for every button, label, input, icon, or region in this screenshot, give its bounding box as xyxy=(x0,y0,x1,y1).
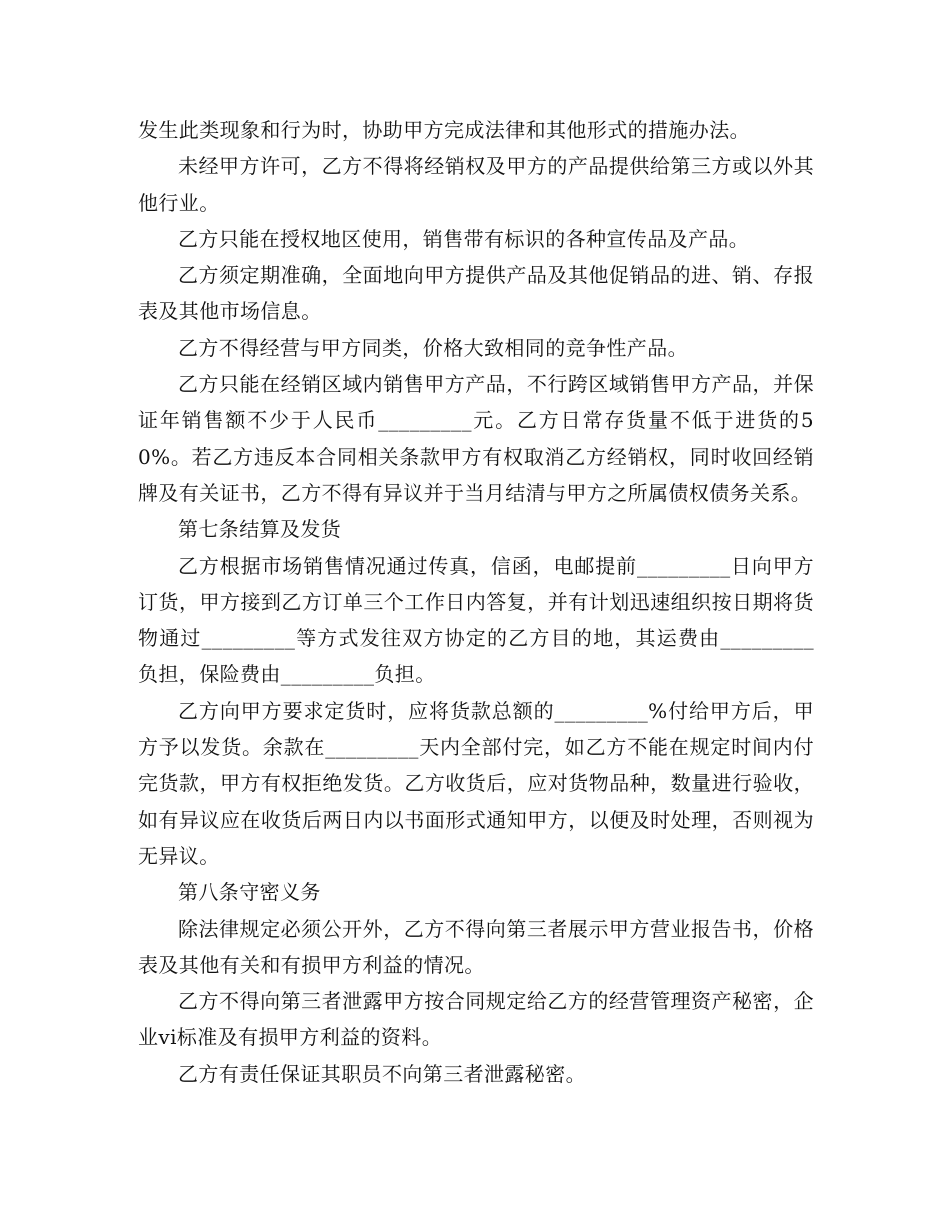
paragraph-ordering: 乙方根据市场销售情况通过传真，信函，电邮提前_________日向甲方订货，甲方接到乙方订单三个工作日内答复，并有计划迅速组织按日期将货物通过_________等方式发往双方协定的乙方目的地，其运费由_________负担，保险费由_________负担。 xyxy=(138,553,814,687)
paragraph-no-third-party: 未经甲方许可，乙方不得将经销权及甲方的产品提供给第三方或以外其他行业。 xyxy=(138,154,814,215)
document-body xyxy=(138,112,814,1092)
paragraph-payment: 乙方向甲方要求定货时，应将货款总额的_________%付给甲方后，甲方予以发货。余款在_________天内全部付完，如乙方不能在规定时间内付完货款，甲方有权拒绝发货。乙方收货后，应对货物品种，数量进行验收，如有异议应在收货后两日内以书面形式通知甲方，以便及时处理，否则视为无异议。 xyxy=(138,698,814,868)
paragraph-no-competing-products: 乙方不得经营与甲方同类，价格大致相同的竞争性产品。 xyxy=(178,335,688,360)
paragraph-periodic-reports: 乙方须定期准确，全面地向甲方提供产品及其他促销品的进、销、存报表及其他市场信息。 xyxy=(138,263,814,324)
paragraph-disclosure: 除法律规定必须公开外，乙方不得向第三者展示甲方营业报告书，价格表及其他有关和有损甲方利益的情况。 xyxy=(138,916,814,977)
paragraph-authorized-region: 乙方只能在授权地区使用，销售带有标识的各种宣传品及产品。 xyxy=(178,226,750,251)
paragraph-measures-continued: 发生此类现象和行为时，协助甲方完成法律和其他形式的措施办法。 xyxy=(138,118,750,142)
paragraph-trade-secrets: 乙方不得向第三者泄露甲方按合同规定给乙方的经营管理资产秘密，企业vi标准及有损甲方利益的资料。 xyxy=(138,989,814,1050)
paragraph-sales-region: 乙方只能在经销区域内销售甲方产品，不行跨区域销售甲方产品，并保证年销售额不少于人民币_________元。乙方日常存货量不低于进货的50%。若乙方违反本合同相关条款甲方有权取消乙方经销权，同时收回经销牌及有关证书，乙方不得有异议并于当月结清与甲方之所属债权债务关系。 xyxy=(138,372,814,505)
paragraph-staff-confidentiality: 乙方有责任保证其职员不向第三者泄露秘密。 xyxy=(178,1061,586,1086)
section-heading-article-7: 第七条结算及发货 xyxy=(178,517,342,542)
section-heading-article-8: 第八条守密义务 xyxy=(178,880,321,905)
